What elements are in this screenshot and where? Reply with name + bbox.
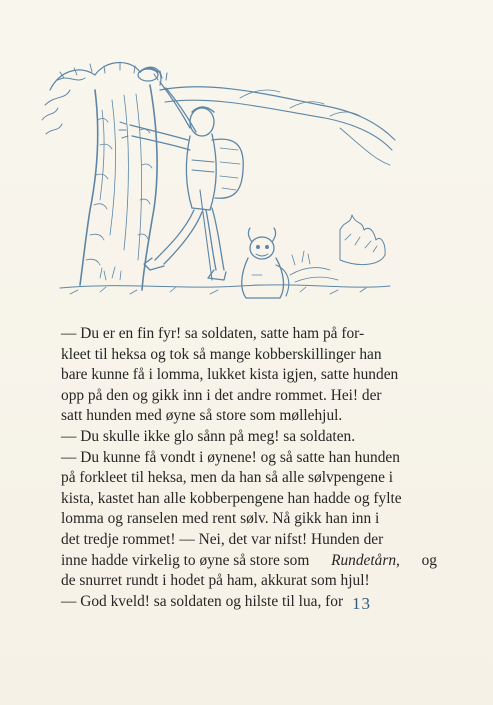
text-line [61,592,437,613]
page-number: 13 [352,594,371,613]
soldier-climbing-tree-illustration [40,50,400,305]
text-line [61,386,437,407]
line-4: opp på den og gikk inn i det andre rommet. Hei! der [61,386,382,404]
line-2: kleet til heksa og tok så mange kobberskillinger han [61,345,382,363]
text-line [61,530,437,551]
text-line [61,365,437,386]
story-text [61,324,437,612]
text-line [61,551,437,572]
text-line [61,571,437,592]
line-10: lomma og ranselen med rent sølv. Nå gikk han inn i [61,510,380,528]
line-6: — Du skulle ikke glo sånn på meg! sa soldaten. [61,427,356,445]
line-9: kista, kastet han alle kobberpengene han hadde og fylte [61,489,402,507]
text-line [61,427,437,448]
line-7: — Du kunne få vondt i øynene! og så satte han hunden [61,448,400,466]
line-8: på forkleet til heksa, men da han så alle sølvpengene i [61,469,394,487]
line-12: inne hadde virkelig to øyne så store som [61,551,310,569]
line-12-italic: Rundetårn, [331,551,400,569]
line-13: de snurret rundt i hodet på ham, akkurat som hjul! [61,572,370,590]
text-line [61,468,437,489]
text-line [61,509,437,530]
line-5: satt hunden med øyne så store som møllehjul. [61,407,343,425]
line-3: bare kunne få i lomma, lukket kista igjen, satte hunden [61,366,399,384]
line-12-end: og [421,551,437,569]
line-14: — God kveld! sa soldaten og hilste til lua, for [61,592,344,610]
line-11: det tredje rommet! — Nei, det var nifst! Hunden der [61,530,384,548]
line-1: — Du er en fin fyr! sa soldaten, satte ham på for- [61,325,365,342]
text-line [61,324,437,345]
text-line [61,406,437,427]
text-line [61,345,437,366]
text-line [61,448,437,469]
text-line [61,489,437,510]
